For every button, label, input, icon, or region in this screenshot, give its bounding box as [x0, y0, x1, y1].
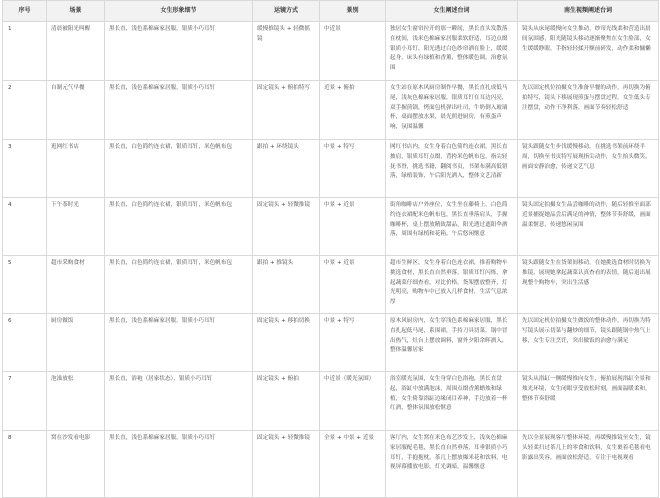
- header-look: 女生形象细节: [105, 1, 253, 22]
- row-scene: 自制元气早餐: [47, 81, 105, 140]
- row-index: 4: [3, 198, 47, 256]
- row-shot: 中景 + 特写: [320, 140, 386, 198]
- row-shot: 近景 + 俯拍: [320, 81, 386, 140]
- row-look: 黑长直，白色简约连衣裙，银质耳钉，米色帆布包: [105, 140, 253, 198]
- row-scene: 窝在沙发看电影: [47, 431, 105, 498]
- header-shot: 景别: [320, 1, 386, 22]
- row-camera: 跟拍 + 推镜头: [253, 256, 320, 314]
- row-her-line: 客厅内，女生窝在米色布艺沙发上，浅灰色棉麻家居服配毛毯，黑长直自然垂落，耳垂银质小巧耳钉，手抱抱枕，茶几上摆放爆米花和饮料，电视屏幕播放电影，灯光调暗，温馨惬意: [386, 431, 518, 498]
- row-look: 黑长直，浅色系棉麻家居服，银质小巧耳钉: [105, 431, 253, 498]
- row-camera: 固定镜头 + 俯拍特写: [253, 81, 320, 140]
- header-scene: 场景: [47, 1, 105, 22]
- row-index: 6: [3, 314, 47, 372]
- row-camera: 固定镜头 + 轻微推镜: [253, 198, 320, 256]
- header-her-line: 女生阐述台词: [386, 1, 518, 22]
- row-shot: 中景 + 近景: [320, 198, 386, 256]
- row-his-line: 镜头跟随女生在货架间移动，在她挑选食材时切换为推镜，展现她拿起蔬菜认真查看的表情，随后退出展现整个购物车，突出生活感: [518, 256, 659, 314]
- table-row: [3, 81, 659, 140]
- row-her-line: 街角咖啡店户外座位，女生坐在藤椅上，白色简约连衣裙配米色帆布包，黑长直垂落肩头，手握咖啡杯，桌上摆放精致甜品，阳光透过遮阳伞洒落，周围有绿植和花箱，午后悠闲惬意: [386, 198, 518, 256]
- row-camera: 缓慢推镜头 + 轻微摇镜: [253, 22, 320, 81]
- row-her-line: 网红书店内，女生身着白色简约连衣裙，黑长直披肩，银质耳钉点缀，背挎米色帆布包，指尖轻抚书脊，挑选书籍，翻阅书页，书架布满高低错落，绿植装饰，午后阳光洒入，整体文艺清新: [386, 140, 518, 198]
- row-look: 黑长直，浴袍（居家状态），银质小巧耳钉: [105, 372, 253, 431]
- row-camera: 固定镜头 + 轻微推镜: [253, 431, 320, 498]
- row-camera: 固定镜头 + 移拍切换: [253, 314, 320, 372]
- table-row: [3, 372, 659, 431]
- row-look: 黑长直，浅色系棉麻家居服，银质小巧耳钉: [105, 81, 253, 140]
- row-index: 7: [3, 372, 47, 431]
- row-shot: 全景 + 中景 + 近景: [320, 431, 386, 498]
- table-row: [3, 198, 659, 256]
- row-camera: 固定镜头 + 俯拍: [253, 372, 320, 431]
- row-her-line: 超市生鲜区，女生身着白色连衣裙，推着购物车挑选食材，黑长直自然垂落，银质耳钉闪烁，拿起蔬菜仔细查看，对比价格，货架摆放整齐，灯光明亮，购物车中已放入几样食材，生活气息浓厚: [386, 256, 518, 314]
- row-her-line: 浴室暖光氛围，女生身穿白色浴袍，黑长直盘起，浴缸中放满泡沫，周围点缀香薰蜡烛和绿植，女生倚靠浴缸边缘闭目养神，手边放着一杯红酒，整体氛围放松惬意: [386, 372, 518, 431]
- row-shot: 中景 + 近景: [320, 256, 386, 314]
- row-shot: 中近景（暖光氛围）: [320, 372, 386, 431]
- row-look: 黑长直，白色简约连衣裙，银质耳钉，米色帆布包: [105, 256, 253, 314]
- table-row: [3, 431, 659, 498]
- table-header-row: [3, 1, 659, 22]
- row-his-line: 先以固定机位拍摄女生准备早餐的动作，再切换为俯拍特写，镜头下移展现煎蛋与摆盘过程，女生低头专注摆盘，动作干净利落，画面节奏轻松舒适: [518, 81, 659, 140]
- row-index: 8: [3, 431, 47, 498]
- row-look: 黑长直，白色简约连衣裙，银质耳钉，米色帆布包: [105, 198, 253, 256]
- row-scene: 超市采购食材: [47, 256, 105, 314]
- row-shot: 中景 + 特写: [320, 314, 386, 372]
- row-scene: 清晨被阳光叫醒: [47, 22, 105, 81]
- row-his-line: 先以全景展现客厅整体环境，再缓慢推镜至女生，镜头轻柔扫过茶几上的零食和饮料，女生裹着毛毯看电影露出笑容，画面放松舒适，专注于电视观看: [518, 431, 659, 498]
- row-her-line: 原木风厨房内，女生穿浅色系棉麻家居服，黑长直扎起低马尾，系围裙，手持刀具切菜，锅中冒出热气，灶台上摆放调料，窗外夕阳余晖洒入，整体温馨居家: [386, 314, 518, 372]
- row-his-line: 镜头从床尾缓慢向女生推动，纱帘光线柔和营造出晨间氛围感，阳光随镜头移动逐渐聚焦在女生脸部，女生缓缓睁眼，手指轻轻揉开额前碎发，动作柔和慵懒: [518, 22, 659, 81]
- table-row: [3, 140, 659, 198]
- row-her-line: 独居女生窗帘拉开的那一瞬间，黑长直头发散落在枕间，浅米色棉麻家居服柔软舒适，耳边点缀银质小耳钉，阳光透过白色纱帘洒在脸上，缓缓起身，床头有绿植和香薰，整体暖色调，治愈氛围: [386, 22, 518, 81]
- row-look: 黑长直，浅色系棉麻家居服，银质小巧耳钉: [105, 22, 253, 81]
- row-shot: 中近景: [320, 22, 386, 81]
- row-index: 3: [3, 140, 47, 198]
- row-scene: 厨房做饭: [47, 314, 105, 372]
- header-index: 序号: [3, 1, 47, 22]
- row-index: 2: [3, 81, 47, 140]
- row-his-line: 先以固定机位拍摄女生做饭的整体动作，再切换为特写镜头展示切菜与翻炒的细节，镜头跟随锅中热气上移，女生专注烹饪，突出做饭的治愈与满足: [518, 314, 659, 372]
- row-look: 黑长直，浅色系棉麻家居服，银质小巧耳钉: [105, 314, 253, 372]
- table-row: [3, 22, 659, 81]
- table-row: [3, 256, 659, 314]
- table-row: [3, 314, 659, 372]
- row-scene: 逛网红书店: [47, 140, 105, 198]
- header-his-line: 南生视频阐述台词: [518, 1, 659, 22]
- row-her-line: 女生站在原木风厨房制作早餐，黑长直扎成低马尾，浅灰色棉麻家居服，银质耳钉在耳边闪亮，双手握煎锅，烤面包机弹出吐司，牛奶倒入玻璃杯，桌面摆放水果，晨光照进厨房，有煎蛋声响，氛围温馨: [386, 81, 518, 140]
- row-scene: 泡澡放松: [47, 372, 105, 431]
- row-index: 1: [3, 22, 47, 81]
- header-camera: 运镜方式: [253, 1, 320, 22]
- row-his-line: 镜头跟随女生步伐缓慢移动，在挑选书架前环绕半周，切换至书页特写展现指尖动作，女生抬头微笑，画面安静治愈，传递文艺气息: [518, 140, 659, 198]
- row-scene: 下午茶时光: [47, 198, 105, 256]
- row-his-line: 镜头固定拍摄女生品尝咖啡的动作，随后轻推至面部近景捕捉她品尝后满足的神情，整体节奏舒缓，画面温柔惬意，传递悠闲氛围: [518, 198, 659, 256]
- row-index: 5: [3, 256, 47, 314]
- row-his-line: 镜头从浴缸一侧缓慢推向女生，俯拍展现浴缸全景和烛光环境，女生闭眼享受放松时刻，画面温暖柔和，整体节奏舒缓: [518, 372, 659, 431]
- row-camera: 跟拍 + 环绕镜头: [253, 140, 320, 198]
- scene-script-table: [2, 0, 659, 498]
